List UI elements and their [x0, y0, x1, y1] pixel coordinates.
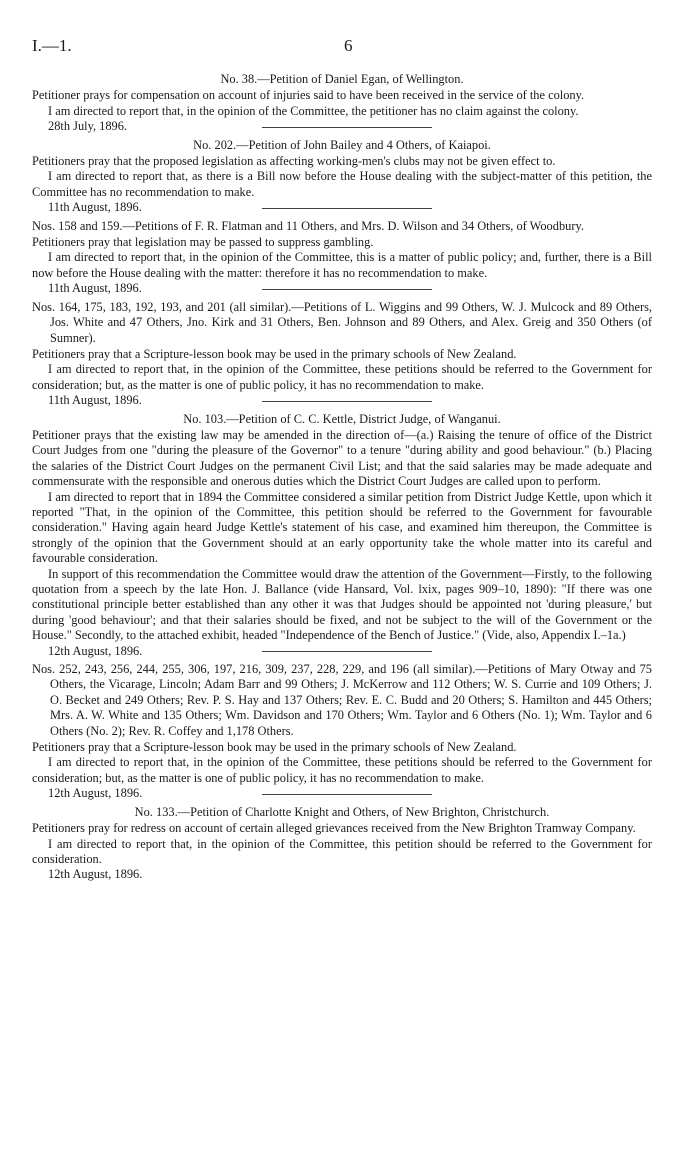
section-divider [262, 651, 432, 652]
petition-entry [32, 662, 652, 801]
petition-prayer: Petitioners pray that a Scripture-lesson book may be used in the primary schools of New Zealand. [32, 346, 517, 361]
petition-prayer: Petitioners pray that the proposed legislation as affecting working-men's clubs may not be given effect to. [32, 154, 556, 169]
report-date: 12th August, 1896. [48, 867, 143, 882]
document-body [32, 72, 652, 883]
report-date: 12th August, 1896. [48, 643, 143, 658]
report-date: 11th August, 1896. [48, 393, 142, 408]
petition-prayer: Petitioner prays for compensation on account of injuries said to have been received in the service of the colony. [32, 88, 585, 103]
petition-entry [32, 299, 652, 408]
report-date: 11th August, 1896. [48, 200, 142, 215]
section-divider [262, 401, 432, 402]
document-reference: I.—1. [32, 36, 72, 55]
petition-entry [32, 72, 652, 134]
petition-heading: No. 133.—Petition of Charlotte Knight and Others, of New Brighton, Christchurch. [134, 804, 550, 819]
petition-heading: No. 38.—Petition of Daniel Egan, of Wellington. [220, 72, 464, 86]
petition-entry [32, 411, 652, 658]
committee-report: I am directed to report that, in the opinion of the Committee, this petition should be referred to the Government for consideration. [32, 836, 652, 866]
section-divider [262, 208, 432, 209]
report-date: 12th August, 1896. [48, 786, 143, 801]
committee-report: I am directed to report that, in the opinion of the Committee, the petitioner has no claim against the colony. [48, 103, 579, 118]
committee-report: I am directed to report that, as there is a Bill now before the House dealing with the subject-matter of this petition, the Committee has no recommendation to make. [32, 169, 652, 199]
section-divider [262, 289, 432, 290]
section-divider [262, 127, 432, 128]
petition-heading: Nos. 164, 175, 183, 192, 193, and 201 (all similar).—Petitions of L. Wiggins and 99 Others, W. J. Mulcock and 89 Others, Jos. White and 47 Others, Jno. Kirk and 31 Others, Ben. Johnson and 89 Others, and Alex. Greig and 350 Others (of Sumner). [32, 299, 652, 345]
petition-entry [32, 805, 652, 883]
committee-report: I am directed to report that in 1894 the Committee considered a similar petition from District Judge Kettle, upon which it reported "That, in the opinion of the Committee, this petition should be referred to the Government for favourable consideration." Having again heard Judge Kettle's statement of his case, and examined him thereupon, the Committee is strongly of the opinion that the Government should at an early opportunity take the whole matter into its careful and favourable consideration. [32, 489, 652, 566]
petition-heading: No. 103.—Petition of C. C. Kettle, District Judge, of Wanganui. [183, 411, 501, 426]
section-divider [262, 794, 432, 795]
petition-prayer: Petitioners pray that legislation may be passed to suppress gambling. [32, 235, 374, 250]
petition-heading: No. 202.—Petition of John Bailey and 4 Others, of Kaiapoi. [193, 137, 491, 152]
petition-prayer: Petitioners pray for redress on account of certain alleged grievances received from the New Brighton Tramway Company. [32, 821, 636, 836]
petition-entry [32, 218, 652, 296]
report-date: 11th August, 1896. [48, 281, 142, 296]
petition-prayer: Petitioner prays that the existing law may be amended in the direction of—(a.) Raising the tenure of office of the District Court Judges from one "during the pleasure of the Governor" to a tenure "during ability and good behaviour." (b.) Placing the salaries of the District Court Judges on the permanent Civil List; and that the said salaries may be made adequate and commensurate with the responsible and onerous duties which the District Court Judges are called upon to perform. [32, 427, 652, 489]
committee-report: I am directed to report that, in the opinion of the Committee, this is a matter of public policy; and, further, there is a Bill now before the House dealing with the matter: therefore it has no recommendation to make. [32, 250, 652, 280]
petition-entry [32, 137, 652, 215]
page-number: 6 [344, 36, 353, 55]
petition-heading: Nos. 158 and 159.—Petitions of F. R. Flatman and 11 Others, and Mrs. D. Wilson and 34 Others, of Woodbury. [32, 218, 584, 233]
report-date: 28th July, 1896. [48, 119, 128, 134]
petition-heading: Nos. 252, 243, 256, 244, 255, 306, 197, 216, 309, 237, 228, 229, and 196 (all similar).—Petitions of Mary Otway and 75 Others, the Vicarage, Lincoln; Adam Barr and 99 Others; J. McKerrow and 112 Others; W. S. Currie and 109 Others; J. O. Becket and 249 Others; Rev. P. S. Hay and 137 Others; Rev. E. C. Budd and 20 Others; S. Hamilton and 445 Others; Mrs. A. W. White and 135 Others; Wm. Davidson and 170 Others; Wm. Taylor and 6 Others (No. 1); Wm. Taylor and 6 Others (No. 2); Rev. R. Coffey and 1,178 Others. [32, 662, 652, 738]
petition-prayer: Petitioners pray that a Scripture-lesson book may be used in the primary schools of New Zealand. [32, 740, 517, 755]
committee-report: I am directed to report that, in the opinion of the Committee, these petitions should be referred to the Government for consideration; but, as the matter is one of public policy, it has no recommendation to make. [32, 755, 652, 785]
page-header [32, 36, 660, 58]
committee-report: I am directed to report that, in the opinion of the Committee, these petitions should be referred to the Government for consideration; but, as the matter is one of public policy, it has no recommendation to make. [32, 362, 652, 392]
committee-report-continued: In support of this recommendation the Committee would draw the attention of the Government—Firstly, to the following quotation from a speech by the late Hon. J. Ballance (vide Hansard, Vol. lxix, pages 909–10, 1890): "If there was one constitutional principle better established than any other it was that Judges should be appointed not 'during pleasure,' but during 'good behaviour'; and that their salaries should be fixed, and not be subject to the will of the Government or the House." Secondly, to the attached exhibit, headed "Independence of the Bench of Justice." (Vide, also, Appendix I.–1a.) [32, 566, 652, 643]
